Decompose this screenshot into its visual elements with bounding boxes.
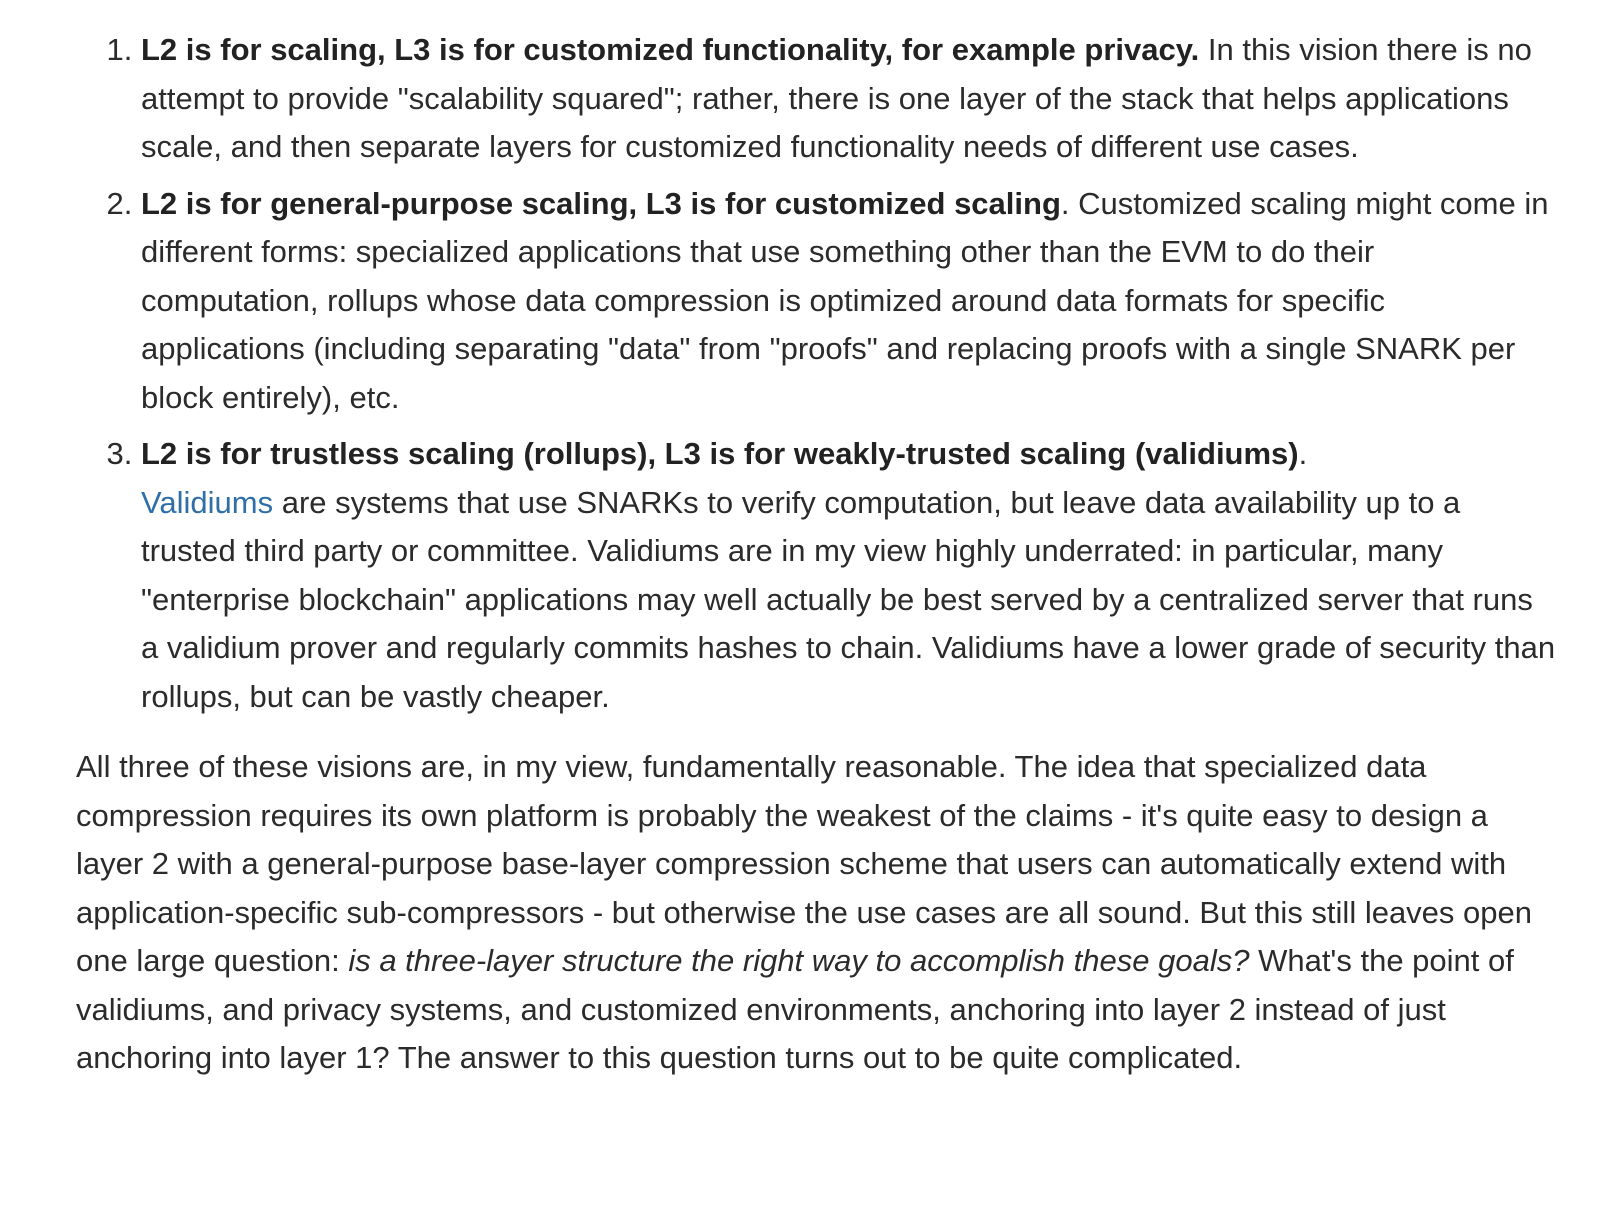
list-item-text: are systems that use SNARKs to verify computation, but leave data availability up to a trusted third party or committee. Validiums are in my view highly underrated: in particular, many "enterprise blockchain" applications may well actually be best served by a centralized server that runs a validium prover and regularly commits hashes to chain. Validiums have a lower grade of security than rollups, but can be vastly cheaper. [141, 484, 1556, 714]
list-item [141, 430, 1556, 721]
paragraph-italic: is a three-layer structure the right way to accomplish these goals? [348, 943, 1250, 978]
body-paragraph [76, 743, 1556, 1083]
paragraph-text: What's the point of validiums, and privacy systems, and customized environments, anchoring into layer 2 instead of just anchoring into layer 1? The answer to this question turns out to be quite complicated. [76, 943, 1514, 1075]
list-item-bold: L2 is for trustless scaling (rollups), L3 is for weakly-trusted scaling (validiums) [141, 436, 1299, 471]
paragraph-text: All three of these visions are, in my view, fundamentally reasonable. The idea that specialized data compression requires its own platform is probably the weakest of the claims - it's quite easy to design a layer 2 with a general-purpose base-layer compression scheme that users can automatically extend with application-specific sub-compressors - but otherwise the use cases are all sound. But this still leaves open one large question: [76, 749, 1533, 978]
article-content [76, 26, 1556, 1083]
list-item-bold: L2 is for scaling, L3 is for customized functionality, for example privacy. [141, 32, 1200, 67]
list-item [141, 26, 1556, 172]
list-item-text: . Customized scaling might come in different forms: specialized applications that use something other than the EVM to do their computation, rollups whose data compression is optimized around data formats for specific applications (including separating "data" from "proofs" and replacing proofs with a single SNARK per block entirely), etc. [141, 185, 1549, 415]
list-item-text: In this vision there is no attempt to provide "scalability squared"; rather, there is one layer of the stack that helps applications scale, and then separate layers for customized functionality needs of different use cases. [141, 32, 1532, 164]
list-item-bold: L2 is for general-purpose scaling, L3 is for customized scaling [141, 185, 1061, 221]
validiums-link[interactable]: Validiums [141, 484, 274, 520]
list-item-text-before-link: . [1298, 436, 1308, 471]
visions-list [76, 26, 1556, 721]
list-item [141, 180, 1556, 423]
